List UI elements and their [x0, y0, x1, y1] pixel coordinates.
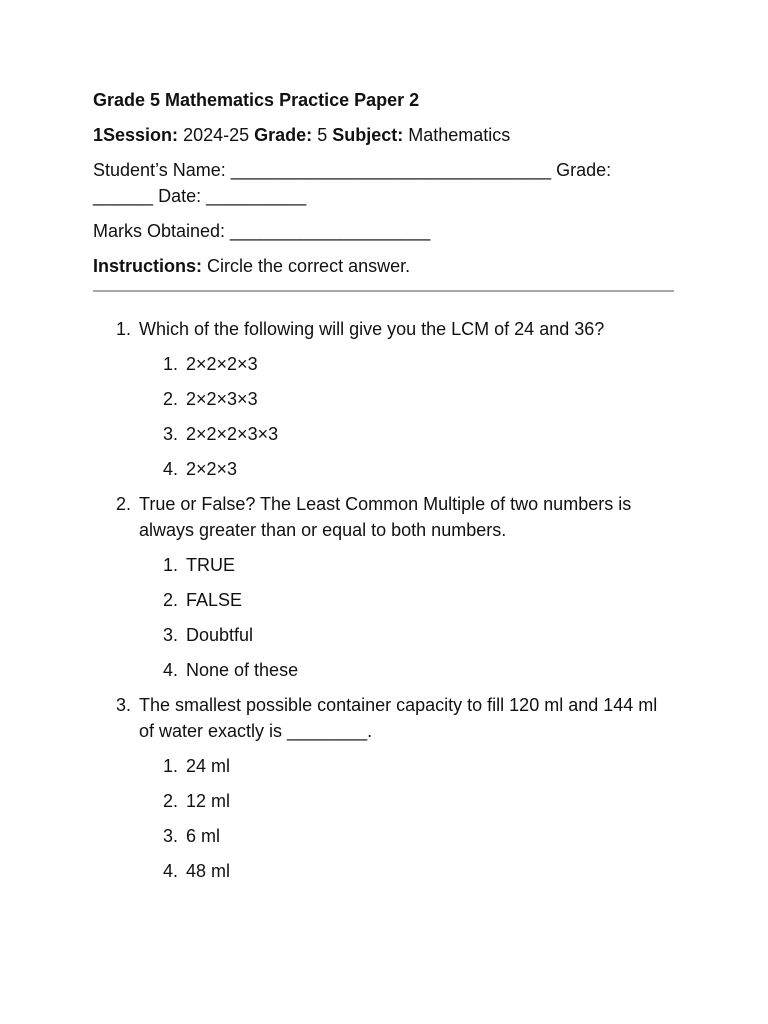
- option-number: 4.: [162, 459, 178, 479]
- option-text: TRUE: [186, 555, 235, 575]
- question-text: The smallest possible container capacity to fill 120 ml and 144 ml of water exactly is ________.: [139, 695, 658, 741]
- marks-obtained-line: Marks Obtained: ____________________: [93, 221, 431, 241]
- question-body: [139, 692, 674, 893]
- instructions-text: Circle the correct answer.: [207, 256, 411, 276]
- question-list: [93, 316, 674, 893]
- question-text: True or False? The Least Common Multiple of two numbers is always greater than or equal to both numbers.: [139, 494, 632, 540]
- option-number: 1.: [162, 756, 178, 776]
- option-text: 2×2×3×3: [186, 389, 258, 409]
- option-item[interactable]: [139, 421, 674, 447]
- option-list: [139, 753, 674, 884]
- option-text: 2×2×2×3: [186, 354, 258, 374]
- question-3: [93, 692, 674, 893]
- question-number: 1.: [115, 319, 131, 339]
- option-number: 3.: [162, 625, 178, 645]
- question-2: [93, 491, 674, 692]
- question-number: 2.: [115, 494, 131, 514]
- option-text: 2×2×3: [186, 459, 238, 479]
- option-number: 1.: [162, 555, 178, 575]
- subject-value: Mathematics: [408, 125, 511, 145]
- session-value: 2024-25: [183, 125, 250, 145]
- option-text: 6 ml: [186, 826, 221, 846]
- option-item[interactable]: [139, 386, 674, 412]
- option-number: 4.: [162, 861, 178, 881]
- option-item[interactable]: [139, 552, 674, 578]
- option-number: 2.: [162, 389, 178, 409]
- option-number: 3.: [162, 424, 178, 444]
- option-text: Doubtful: [186, 625, 254, 645]
- option-text: 2×2×2×3×3: [186, 424, 279, 444]
- session-label: Session:: [103, 125, 179, 145]
- subject-label: Subject:: [332, 125, 404, 145]
- session-info-line: [93, 122, 674, 148]
- option-number: 1.: [162, 354, 178, 374]
- instructions-line: [93, 253, 674, 279]
- option-item[interactable]: [139, 456, 674, 482]
- option-item[interactable]: [139, 788, 674, 814]
- option-text: 12 ml: [186, 791, 231, 811]
- option-number: 2.: [162, 791, 178, 811]
- question-text: Which of the following will give you the LCM of 24 and 36?: [139, 319, 605, 339]
- option-item[interactable]: [139, 622, 674, 648]
- instructions-label: Instructions:: [93, 256, 203, 276]
- question-number: 3.: [115, 695, 131, 715]
- grade-value: 5: [317, 125, 328, 145]
- option-text: FALSE: [186, 590, 243, 610]
- option-list: [139, 351, 674, 482]
- option-number: 3.: [162, 826, 178, 846]
- option-list: [139, 552, 674, 683]
- option-text: 48 ml: [186, 861, 231, 881]
- option-number: 2.: [162, 590, 178, 610]
- option-text: 24 ml: [186, 756, 231, 776]
- option-number: 4.: [162, 660, 178, 680]
- grade-label: Grade:: [254, 125, 313, 145]
- option-item[interactable]: [139, 351, 674, 377]
- paper-title: Grade 5 Mathematics Practice Paper 2: [93, 90, 420, 110]
- session-prefix: 1: [93, 125, 104, 145]
- option-item[interactable]: [139, 823, 674, 849]
- option-item[interactable]: [139, 587, 674, 613]
- option-text: None of these: [186, 660, 299, 680]
- question-body: [139, 316, 674, 491]
- header-divider: [93, 290, 674, 292]
- option-item[interactable]: [139, 753, 674, 779]
- option-item[interactable]: [139, 858, 674, 884]
- option-item[interactable]: [139, 657, 674, 683]
- student-details-line: Student’s Name: ________________________________ Grade: ______ Date: __________: [93, 160, 612, 206]
- question-body: [139, 491, 674, 692]
- question-1: [93, 316, 674, 491]
